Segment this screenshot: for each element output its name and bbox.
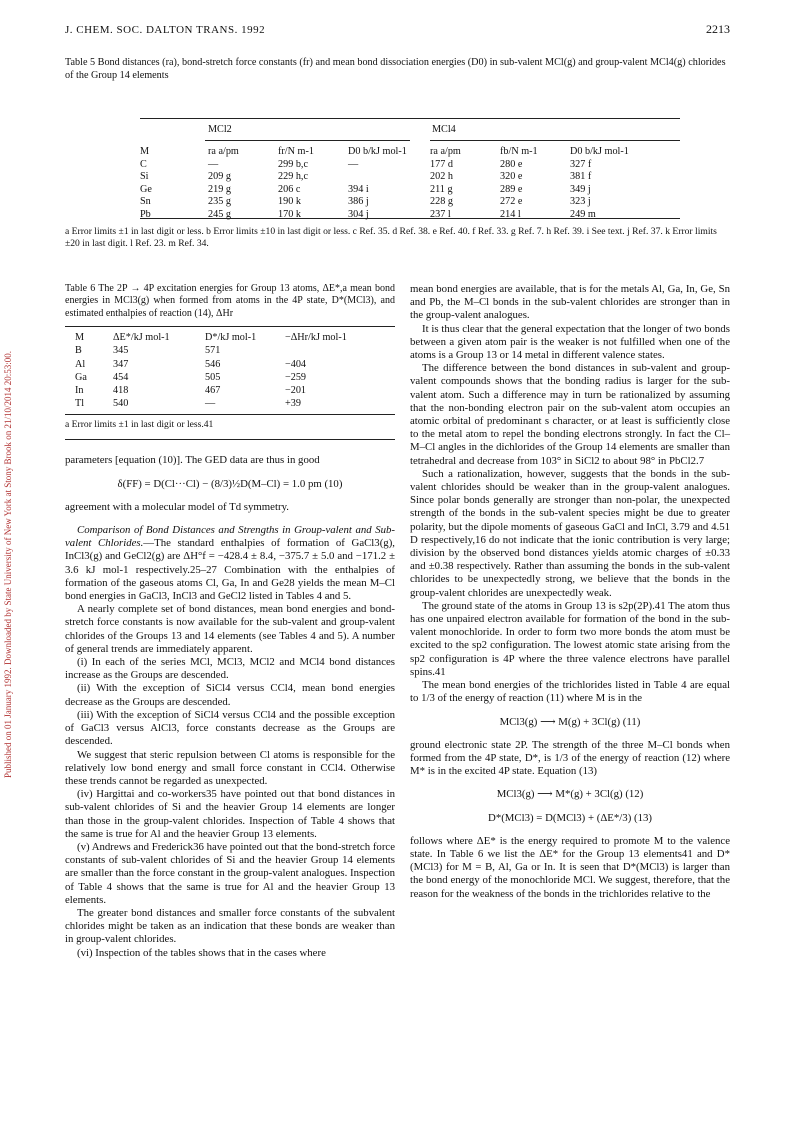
paragraph: (i) In each of the series MCl, MCl3, MCl2 and MCl4 bond distances increase as the Groups are descended. — [65, 656, 395, 682]
table-cell: 177 d — [430, 158, 453, 170]
paragraph: A nearly complete set of bond distances, mean bond energies and bond-stretch force constants is now available for the sub-valent and group-valent chlorides of the Groups 13 and 14 elements (see Tables 4 and 5). A number of general trends are immediately apparent. — [65, 603, 395, 655]
equation-13: D*(MCl3) = D(MCl3) + (ΔE*/3) (13) — [488, 811, 652, 824]
header-cell: ra a/pm — [208, 146, 239, 157]
table-cell: 304 j — [348, 208, 369, 220]
paragraph: mean bond energies are available, that is for the metals Al, Ga, In, Ge, Sn and Pb, the M–Cl bonds in the sub-valent chlorides are stronger than in the group-valent analogues. — [410, 283, 730, 322]
paragraph: agreement with a molecular model of Td symmetry. — [65, 500, 289, 513]
paragraph: (v) Andrews and Frederick36 have pointed out that the bond-stretch force constants of sub-valent chlorides of Si and the heavier Group 14 elements are smaller than the force constant in the group-valent analogues. Inspection of Table 4 shows that the same is true for Al and the heavier Group 13 elements. — [65, 840, 395, 906]
table-cell: 418 — [113, 385, 129, 397]
table6 — [75, 331, 385, 410]
table-row — [75, 344, 385, 357]
header-cell: fr/N m-1 — [278, 146, 314, 157]
table-cell: 394 i — [348, 183, 369, 195]
table-cell: 327 f — [570, 158, 592, 170]
table-cell: — — [208, 158, 219, 170]
table5-group1-rule — [205, 140, 410, 141]
paragraph: (vi) Inspection of the tables shows that in the cases where — [77, 946, 326, 959]
table5-footnote: a Error limits ±1 in last digit or less. b Error limits ±10 in last digit or less. c Ref. 35. d Ref. 38. e Ref. 40. f Ref. 33. g Ref. 7. h Ref. 39. i See text. j Ref. 37. k Error limits ±20 in last digit. l Ref. 23. m Ref. 34. — [65, 226, 717, 249]
table-cell: 272 e — [500, 196, 523, 207]
table-cell: In — [75, 385, 84, 397]
table-cell: 190 k — [278, 196, 301, 207]
table-cell: 237 l — [430, 208, 451, 220]
table-cell: 349 j — [570, 183, 591, 195]
table-row — [140, 171, 640, 184]
paragraph: Such a rationalization, however, suggests that the bonds in the sub-valent chlorides should be weaker than in the group-valent analogues. Since polar bonds generally are stronger than non-polar, the unexpected strength of the bonds in the sub-valent species might be due to greater polarity, but the dipole moments of gaseous GaCl and InCl, 3.79 and 4.51 D respectively,16 do not indicate that the ionic contribution is very large; division by the observed bond distances yields atomic charges of ±0.33 and ±0.38 respectively. Rather than assuming the bonds in the sub-valent chlorides to be unexpectedly strong, we believe that the bonds in the group-valent chlorides are unexpectedly weak. — [410, 467, 730, 599]
paragraph: parameters [equation (10)]. The GED data are thus in good — [65, 454, 320, 467]
table-cell: 209 g — [208, 171, 231, 182]
paragraph — [65, 524, 395, 603]
table-cell: 299 b,c — [278, 158, 308, 170]
table-cell: 249 m — [570, 208, 596, 220]
section-rule — [65, 439, 395, 440]
paragraph: The greater bond distances and smaller force constants of the subvalent chlorides might be taken as an indication that these bonds are weaker than in group-valent chlorides. — [65, 906, 395, 946]
header-cell: −ΔHr/kJ mol-1 — [285, 332, 347, 344]
table6-bottom-rule — [65, 414, 395, 415]
table-cell: Sn — [140, 196, 151, 207]
table6-header-row — [75, 331, 385, 344]
table-cell: 206 c — [278, 183, 301, 195]
header-cell: D*/kJ mol-1 — [205, 332, 257, 344]
table-cell: Ga — [75, 371, 87, 383]
download-notice: Published on 01 January 1992. Downloaded by State University of New York at Stony Brook on 21/10/2014 20:53:00. — [3, 351, 13, 779]
table-cell: — — [205, 398, 216, 410]
table-cell: 546 — [205, 358, 221, 370]
table5 — [140, 146, 640, 221]
paragraph: ground electronic state 2P. The strength of the three M–Cl bonds when formed from the 4P state, D*, is 1/3 of the energy of reaction (12) where M* is in the excited 4P state. Equation (13) — [410, 738, 730, 778]
table-cell: −404 — [285, 358, 307, 370]
right-column — [410, 283, 730, 901]
table6-caption: Table 6 The 2P → 4P excitation energies for Group 13 atoms, ΔE*,a mean bond energies in MCl3(g) when formed from atoms in the 4P state, D*(MCl3), and estimated enthalpies of reaction (14), ΔHr — [65, 283, 395, 319]
table-cell: 228 g — [430, 196, 453, 207]
table-cell: 170 k — [278, 208, 301, 220]
table-cell: 245 g — [208, 208, 231, 220]
table-cell: 467 — [205, 385, 221, 397]
table-cell: 454 — [113, 371, 129, 383]
paragraph: It is thus clear that the general expectation that the longer of two bonds between a given atom pair is the weaker is not fulfilled when one of the atoms is a Group 13 or 14 metal in different valence states. — [410, 322, 730, 362]
table-cell: 571 — [205, 345, 221, 357]
paragraph: (iii) With the exception of SiCl4 versus CCl4 and the possible exception of GaCl3 versus AlCl3, force constants decrease as the Groups are descended. — [65, 708, 395, 748]
header-cell: M — [75, 332, 85, 344]
table-cell: 386 j — [348, 196, 369, 207]
table-cell: Tl — [75, 398, 85, 410]
table-cell: Al — [75, 358, 86, 370]
header-cell: D0 b/kJ mol-1 — [570, 146, 629, 157]
paragraph: The difference between the bond distances in sub-valent and group-valent compounds shows that the bonding radius is larger for the sub-valent atom. Such a difference may in turn be rationalized by assuming that the non-bonding electron pair on the sub-valent atom occupies an atomic orbital of predominant s character, or at least is sufficiently close to the metal atom to repel the bonding electrons strongly. In fact the Cl–M–Cl angles in the dichlorides of the Group 14 elements are smaller than tetrahedral and decrease from 103° in SiCl2 to about 98° in PbCl2.7 — [410, 362, 730, 467]
table-cell: 320 e — [500, 171, 523, 182]
header-cell: ra a/pm — [430, 146, 461, 157]
table5-group2: MCl4 — [432, 124, 456, 135]
table-cell: Pb — [140, 208, 151, 220]
table-cell: 289 e — [500, 183, 523, 195]
section-title: Comparison of Bond Distances and Strengths in Group-valent and Sub-valent Chlorides. — [65, 524, 395, 550]
table-cell: 202 h — [430, 171, 453, 182]
table-cell: 229 h,c — [278, 171, 308, 182]
table5-caption: Table 5 Bond distances (ra), bond-stretch force constants (fr) and mean bond dissociation energies (D0) in sub-valent MCl(g) and group-valent MCl4(g) chlorides of the Group 14 elements — [65, 57, 726, 81]
table5-group2-rule — [430, 140, 680, 141]
table-cell: Ge — [140, 183, 152, 195]
table-cell: 235 g — [208, 196, 231, 207]
table5-top-rule — [140, 118, 680, 119]
table-cell: B — [75, 345, 82, 357]
table-cell: −259 — [285, 371, 307, 383]
table-row — [140, 196, 640, 209]
table-row — [75, 371, 385, 384]
journal-header: J. CHEM. SOC. DALTON TRANS. 1992 — [65, 24, 266, 36]
table-cell — [285, 344, 385, 357]
table-row — [140, 159, 640, 172]
table5-group1: MCl2 — [208, 124, 232, 135]
paragraph-text: —The standard enthalpies of formation of GaCl3(g), InCl3(g) and GeCl2(g) are ΔH°f = −428.4 ± 8.4, −375.7 ± 5.0 and −171.2 ± 3.6 kJ mol-1 respectively.25–27 Combination with the enthalpies of formation of the gaseous atoms Cl, Ga, In and Ge28 yields the mean M–Cl bond energies in GaCl3, InCl3 and GeCl2 listed in Tables 4 and 5. — [65, 537, 395, 603]
header-cell: ΔE*/kJ mol-1 — [113, 332, 170, 344]
paragraph: We suggest that steric repulsion between Cl atoms is responsible for the relatively low bond energy and small force constant in CCl4. Otherwise these trends cannot be regarded as unexpected. — [65, 748, 395, 787]
paragraph: The mean bond energies of the trichlorides listed in Table 4 are equal to 1/3 of the energy of reaction (11) where M is in the — [410, 679, 730, 705]
equation-11: MCl3(g) ⟶ M(g) + 3Cl(g) (11) — [499, 715, 641, 728]
table-cell: 219 g — [208, 183, 231, 195]
paragraph: (ii) With the exception of SiCl4 versus CCl4, mean bond energies decrease as the Groups are descended. — [65, 682, 395, 708]
left-column — [65, 283, 395, 960]
table-cell: 323 j — [570, 196, 591, 207]
table-row — [75, 397, 385, 410]
table5-header-row — [140, 146, 640, 159]
table-cell: 505 — [205, 371, 221, 383]
table-cell: −201 — [285, 385, 307, 397]
table-cell: — — [348, 158, 359, 170]
page-number: 2213 — [706, 22, 730, 36]
table5-bottom-rule — [140, 218, 680, 219]
paragraph: (iv) Hargittai and co-workers35 have pointed out that bond distances in sub-valent chlorides of Si and the heavier Group 14 elements are longer than those in the group-valent chlorides. Inspection of Table 4 shows that the same is true for Al and the heavier Group 13 elements. — [65, 788, 395, 840]
table6-footnote: a Error limits ±1 in last digit or less.41 — [65, 419, 214, 431]
table-cell: 280 e — [500, 158, 523, 170]
table-row — [75, 358, 385, 371]
table-cell: 345 — [113, 345, 129, 357]
table-cell: Si — [140, 171, 149, 182]
paragraph: follows where ΔE* is the energy required to promote M to the valence state. In Table 6 we list the ΔE* for the Group 13 elements41 and D*(MCl3) for M = B, Al, Ga or In. It is seen that D*(MCl3) is larger than the bond energy of the monochloride MCl. We suggest, therefore, that the reason for the weakness of the bonds in the trichlorides relative to the — [410, 834, 730, 900]
table-cell: +39 — [285, 398, 301, 410]
table-cell: C — [140, 158, 147, 170]
table-cell — [348, 171, 430, 184]
table-cell: 540 — [113, 398, 129, 410]
equation-12: MCl3(g) ⟶ M*(g) + 3Cl(g) (12) — [496, 788, 644, 801]
table-cell: 211 g — [430, 183, 453, 195]
paragraph: The ground state of the atoms in Group 13 is s2p(2P).41 The atom thus has one unpaired electron available for formation of the bond in the sub-valent monochloride. In order to form two more bonds the atom must be excited to the sp2 configuration. The lowest atomic state arising from the sp2 configuration is 4P where the three valence electrons have parallel spins.41 — [410, 599, 730, 678]
table-row — [140, 209, 640, 222]
header-cell: fb/N m-1 — [500, 146, 538, 157]
table-cell: 214 l — [500, 208, 521, 220]
table6-top-rule — [65, 326, 395, 327]
table-cell: 347 — [113, 358, 129, 370]
table-row — [140, 184, 640, 197]
equation-10: δ(FF) = D(Cl···Cl) − (8/3)½D(M–Cl) = 1.0 pm (10) — [117, 477, 343, 490]
table-cell: 381 f — [570, 171, 592, 182]
header-cell: D0 b/kJ mol-1 — [348, 146, 407, 157]
table-row — [75, 384, 385, 397]
header-cell: M — [140, 146, 150, 157]
